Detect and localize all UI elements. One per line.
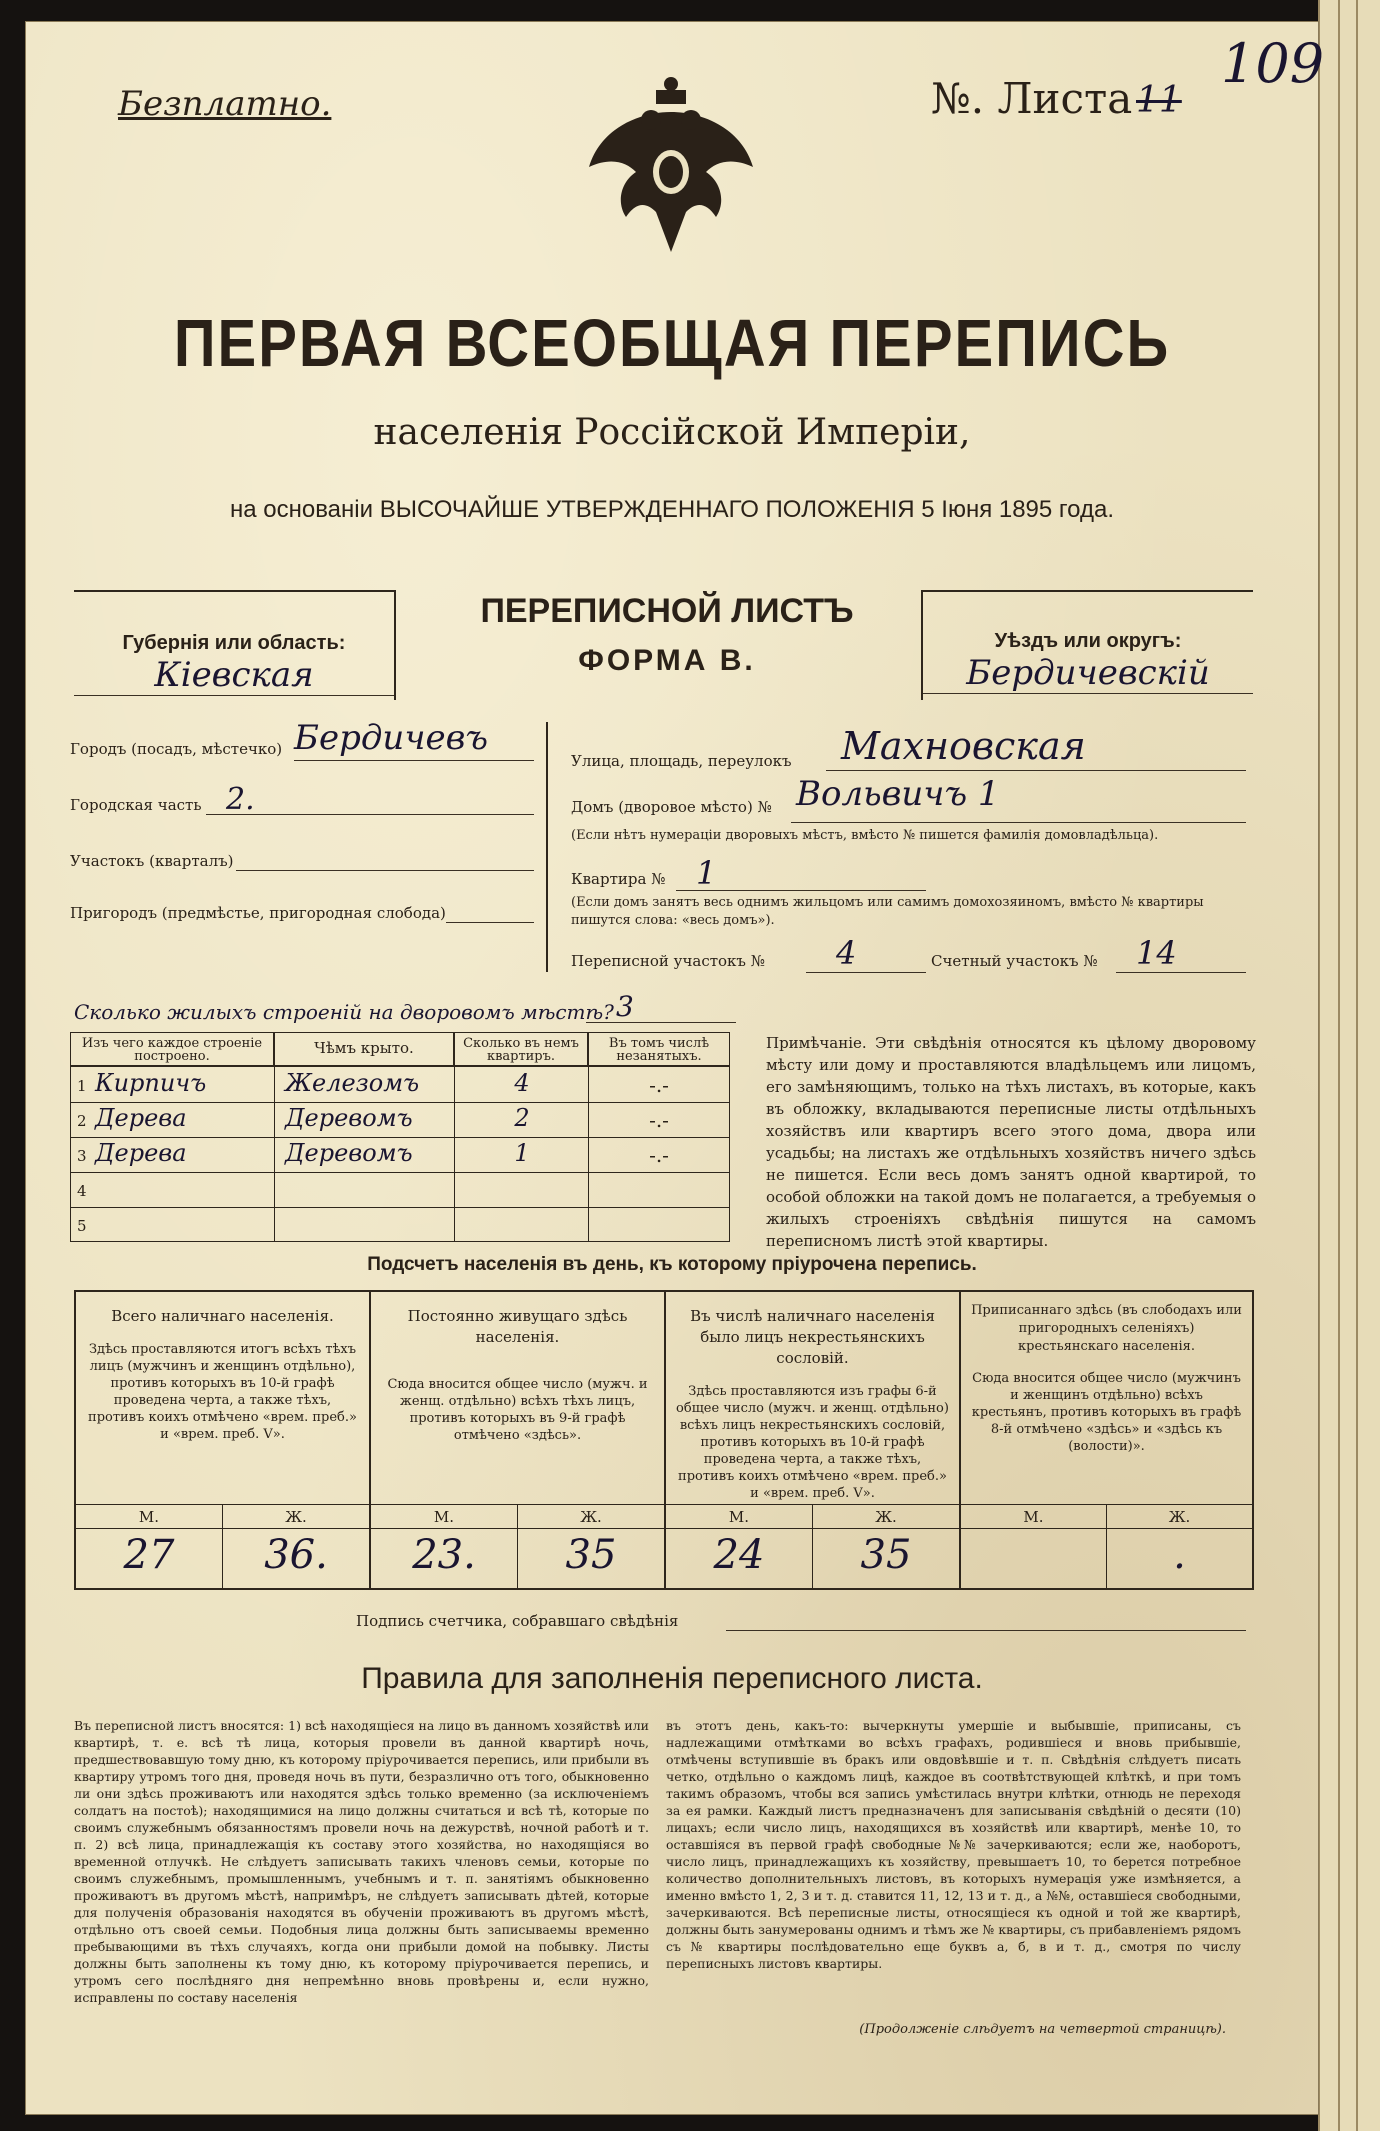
- form-subtitle: ФОРМА В.: [578, 644, 756, 677]
- permanent-male-value: 23.: [412, 1532, 476, 1578]
- province-box: [74, 590, 396, 700]
- row-number: 1: [77, 1077, 87, 1095]
- form-title: ПЕРЕПИСНОЙ ЛИСТЪ: [480, 592, 854, 630]
- table-row: [71, 1137, 729, 1173]
- table-row: [71, 1067, 729, 1103]
- sheet-number-value: 11: [1136, 80, 1182, 121]
- free-label: Безплатно.: [118, 84, 332, 124]
- signature-line: [726, 1630, 1246, 1631]
- male-label: М.: [138, 1508, 160, 1526]
- province-value: Кіевская: [74, 655, 394, 696]
- sheet-edge: [1356, 0, 1380, 2131]
- count-table: [74, 1290, 1254, 1590]
- roof-cell: Железомъ: [285, 1069, 420, 1097]
- house-value: Вольвичъ 1: [796, 774, 1000, 814]
- census-area-label: Переписной участокъ №: [571, 952, 765, 970]
- column-description: Здѣсь проставляются итогъ всѣхъ тѣхъ лицъ (мужчинъ и женщинъ отдѣльно), противъ которыхъ въ 10-й графѣ проведена черта, а также тѣхъ, противъ коихъ отмѣчено «врем. преб.» и «врем. преб. V».: [88, 1342, 357, 1442]
- count-area-value: 14: [1136, 934, 1177, 972]
- material-cell: Кирпичъ: [95, 1069, 207, 1097]
- district-value: Бердичевскій: [923, 653, 1253, 694]
- rules-continued-note: (Продолженіе слѣдуетъ на четвертой страницѣ).: [859, 2022, 1226, 2037]
- city-value: Бердичевъ: [294, 718, 489, 758]
- precinct-label: Участокъ (кварталъ): [70, 852, 234, 870]
- apartment-label: Квартира №: [571, 870, 666, 888]
- column-description: Сюда вносится общее число (мужч. и женщ. отдѣльно) всѣхъ тѣхъ лицъ, противъ которыхъ въ 9-й графѣ отмѣчено «здѣсь».: [387, 1377, 648, 1443]
- empty-cell: -.-: [649, 1073, 669, 1097]
- street-label: Улица, площадь, переулокъ: [571, 752, 792, 770]
- count-column-total: [76, 1292, 369, 1504]
- apartments-cell: 4: [514, 1069, 530, 1097]
- female-label: Ж.: [580, 1508, 602, 1526]
- rules-left-column: Въ переписной листъ вносятся: 1) всѣ находящіеся на лицо въ данномъ хозяйствѣ или квартирѣ, т. е. всѣ тѣ лица, которыя провели въ данной квартирѣ ночь, предшествовавшую тому дню, къ которому пріурочивается перепись, или прибыли въ квартиру утромъ того дня, проведя ночь въ пути, безразлично отъ того, обыкновенно ли они здѣсь проживаютъ или находятся здѣсь только временно (за исключеніемъ солдатъ на постоѣ); находящимися на лицо должны считаться и всѣ тѣ, которые по своимъ служебнымъ обязанностямъ провели ночь на дежурствѣ, ночной работѣ и т. п. 2) всѣ лица, принадлежащія къ составу этого хозяйства, но находящіяся во временной отлучкѣ. Не слѣдуетъ записывать такихъ членовъ семьи, которые по своимъ служебнымъ, промышленнымъ, учебнымъ и т. п. занятіямъ обыкновенно проживаютъ въ другомъ мѣстѣ, напримѣръ, не слѣдуетъ записывать дѣтей, которые для полученія образованія находятся въ обученіи проживаютъ въ другомъ мѣстѣ, отдѣльно отъ своей семьи. Подобныя лица должны быть записываемы временно пребывающими въ тѣхъ случаяхъ, когда они прибыли домой на побывку. Листы должны быть заполнены къ тому дню, къ которому пріурочивается перепись, и утромъ сего послѣдняго дня непремѣнно вновь провѣрены и, если нужно, исправлены по составу населенія: [74, 1718, 649, 2005]
- total-male-value: 27: [123, 1532, 175, 1578]
- row-number: 2: [77, 1112, 87, 1130]
- street-value: Махновская: [841, 724, 1086, 768]
- column-head: Всего наличнаго населенія.: [111, 1307, 334, 1325]
- house-note: (Если нѣтъ нумераціи дворовыхъ мѣстъ, вмѣсто № пишется фамилія домовладѣльца).: [571, 828, 1159, 843]
- roof-cell: Деревомъ: [285, 1104, 413, 1132]
- census-basis: на основаніи ВЫСОЧАЙШЕ УТВЕРЖДЕННАГО ПОЛОЖЕНІЯ 5 Іюня 1895 года.: [229, 496, 1114, 523]
- signature-label: Подпись счетчика, собравшаго свѣдѣнія: [356, 1612, 679, 1630]
- material-cell: Дерева: [95, 1139, 187, 1167]
- male-label: М.: [1023, 1508, 1044, 1526]
- female-label: Ж.: [875, 1508, 897, 1526]
- census-title: ПЕРВАЯ ВСЕОБЩАЯ ПЕРЕПИСЬ: [173, 306, 1171, 381]
- part-label: Городская часть: [70, 796, 202, 814]
- empty-cell: -.-: [649, 1108, 669, 1132]
- census-sheet: [26, 22, 1325, 2114]
- table-row: [71, 1172, 729, 1208]
- count-area-label: Счетный участокъ №: [931, 952, 1098, 970]
- peasant-female-value: .: [1173, 1532, 1186, 1578]
- buildings-note: Примѣчаніе. Эти свѣдѣнія относятся къ цѣлому дворовому мѣсту или дому и проставляются владѣльцемъ или лицомъ, его замѣняющимъ, только на тѣхъ листахъ, въ которые, какъ въ обложку, вкладываются переписные листы отдѣльныхъ хозяйствъ или квартиръ всего этого дома, двора или усадьбы; на листахъ же отдѣльныхъ хозяйствъ ничего здѣсь не пишется. Если весь домъ занятъ одной квартирой, то особой обложки на такой домъ не полагается, а требуемыя о жилыхъ строеніяхъ свѣдѣнія пишутся на самомъ переписномъ листѣ этой квартиры.: [766, 1034, 1256, 1250]
- row-number: 4: [77, 1182, 87, 1200]
- census-subtitle: населенія Россійской Имперіи,: [373, 412, 971, 453]
- buildings-question: Сколько жилыхъ строеній на дворовомъ мѣстѣ?: [74, 1000, 614, 1024]
- roof-cell: Деревомъ: [285, 1139, 413, 1167]
- buildings-header: Изъ чего каждое строеніе построено.: [70, 1032, 274, 1066]
- column-head: Въ числѣ наличнаго населенія было лицъ некрестьянскихъ сословій.: [690, 1307, 935, 1367]
- apartments-cell: 2: [514, 1104, 530, 1132]
- column-head: Постоянно живущаго здѣсь населенія.: [407, 1307, 628, 1346]
- buildings-answer: 3: [616, 990, 634, 1023]
- row-number: 3: [77, 1147, 87, 1165]
- buildings-table: [70, 1032, 730, 1242]
- house-label: Домъ (дворовое мѣсто) №: [571, 798, 772, 816]
- city-label: Городъ (посадъ, мѣстечко): [70, 740, 283, 758]
- buildings-body: [70, 1066, 730, 1242]
- imperial-eagle-icon: [581, 72, 761, 262]
- suburb-label: Пригородъ (предмѣстье, пригородная слобода): [70, 904, 446, 922]
- apartment-value: 1: [696, 854, 717, 892]
- column-head: Приписаннаго здѣсь (въ слободахъ или пригородныхъ селеніяхъ) крестьянскаго населенія.: [971, 1303, 1242, 1354]
- district-box: [921, 590, 1253, 700]
- district-label: Уѣздъ или округъ:: [994, 630, 1182, 652]
- buildings-header: Чѣмъ крыто.: [274, 1032, 454, 1066]
- buildings-header: Въ томъ числѣ незанятыхъ.: [588, 1032, 730, 1066]
- census-area-value: 4: [836, 934, 857, 972]
- row-number: 5: [77, 1217, 87, 1235]
- female-label: Ж.: [285, 1508, 307, 1526]
- count-column-non-peasant: [666, 1292, 959, 1504]
- empty-cell: -.-: [649, 1143, 669, 1167]
- count-title: Подсчетъ населенія въ день, къ которому пріурочена перепись.: [367, 1254, 977, 1275]
- female-label: Ж.: [1168, 1508, 1191, 1526]
- province-label: Губернія или область:: [122, 632, 346, 654]
- permanent-female-value: 35: [565, 1532, 617, 1578]
- count-column-permanent: [371, 1292, 664, 1504]
- buildings-header: Сколько въ немъ квартиръ.: [454, 1032, 588, 1066]
- rules-right-column: въ этотъ день, какъ-то: вычеркнуты умершіе и выбывшіе, приписаны, съ надлежащими отмѣтками во всѣхъ графахъ, родившіеся и вновь прибывшіе, отмѣчены вступившіе въ бракъ или овдовѣвшіе и т. п. Свѣдѣнія слѣдуетъ писать четко, отдѣльно о каждомъ лицѣ, каждое въ соотвѣтствующей клѣткѣ, и при томъ такимъ образомъ, чтобы вся запись умѣстилась внутри клѣтки, отнюдь не переходя за ея рамки. Каждый листъ предназначенъ для записыванія свѣдѣній о десяти (10) лицахъ; если число лицъ, находящихся въ хозяйствѣ или квартирѣ, менѣе 10, то оставшіяся въ первой графѣ свободные №№ зачеркиваются; если же, наоборотъ, число лицъ, принадлежащихъ къ хозяйству, превышаетъ 10, то берется потребное количество дополнительныхъ листовъ, въ которыхъ нумерація уже измѣняется, а именно вмѣсто 1, 2, 3 и т. д. ставится 11, 12, 13 и т. д., а №№, оставшіеся свободными, зачеркиваются. Всѣ переписные листы, относящіеся къ одной и той же квартирѣ, должны быть занумерованы однимъ и тѣмъ же № квартиры, съ прибавленіемъ рядомъ съ № квартиры послѣдовательно еще буквъ а, б, в и т. д., смотря по числу переписныхъ листовъ квартиры.: [666, 1718, 1241, 1971]
- archive-stamp-number: 109: [1221, 32, 1325, 95]
- non-peasant-male-value: 24: [713, 1532, 765, 1578]
- apartments-cell: 1: [514, 1139, 530, 1167]
- address-divider: [546, 722, 548, 972]
- column-description: Сюда вносится общее число (мужчинъ и женщинъ отдѣльно) всѣхъ крестьянъ, противъ которыхъ въ графѣ 8-й отмѣчено «здѣсь» и «здѣсь къ (волости)».: [971, 1371, 1242, 1454]
- table-row: [71, 1207, 729, 1241]
- count-column-peasant: [961, 1292, 1252, 1504]
- sheet-number-label: №. Листа: [931, 74, 1133, 123]
- male-label: М.: [433, 1508, 455, 1526]
- column-description: Здѣсь проставляются изъ графы 6-й общее число (мужч. и женщ. отдѣльно) всѣхъ лицъ некрестьянскихъ сословій, противъ которыхъ въ 10-й графѣ проведена черта, а также тѣхъ, противъ коихъ отмѣчено «врем. преб.» и «врем. преб. V».: [676, 1384, 949, 1501]
- rules-title: Правила для заполненія переписного листа.: [361, 1662, 983, 1695]
- part-value: 2.: [226, 782, 255, 817]
- total-female-value: 36.: [264, 1532, 328, 1578]
- apartment-note: (Если домъ занятъ весь однимъ жильцомъ или самимъ домохозяиномъ, вмѣсто № квартиры пишутся слова: «весь домъ»).: [571, 895, 1204, 928]
- material-cell: Дерева: [95, 1104, 187, 1132]
- male-label: М.: [728, 1508, 750, 1526]
- table-row: [71, 1102, 729, 1138]
- non-peasant-female-value: 35: [860, 1532, 912, 1578]
